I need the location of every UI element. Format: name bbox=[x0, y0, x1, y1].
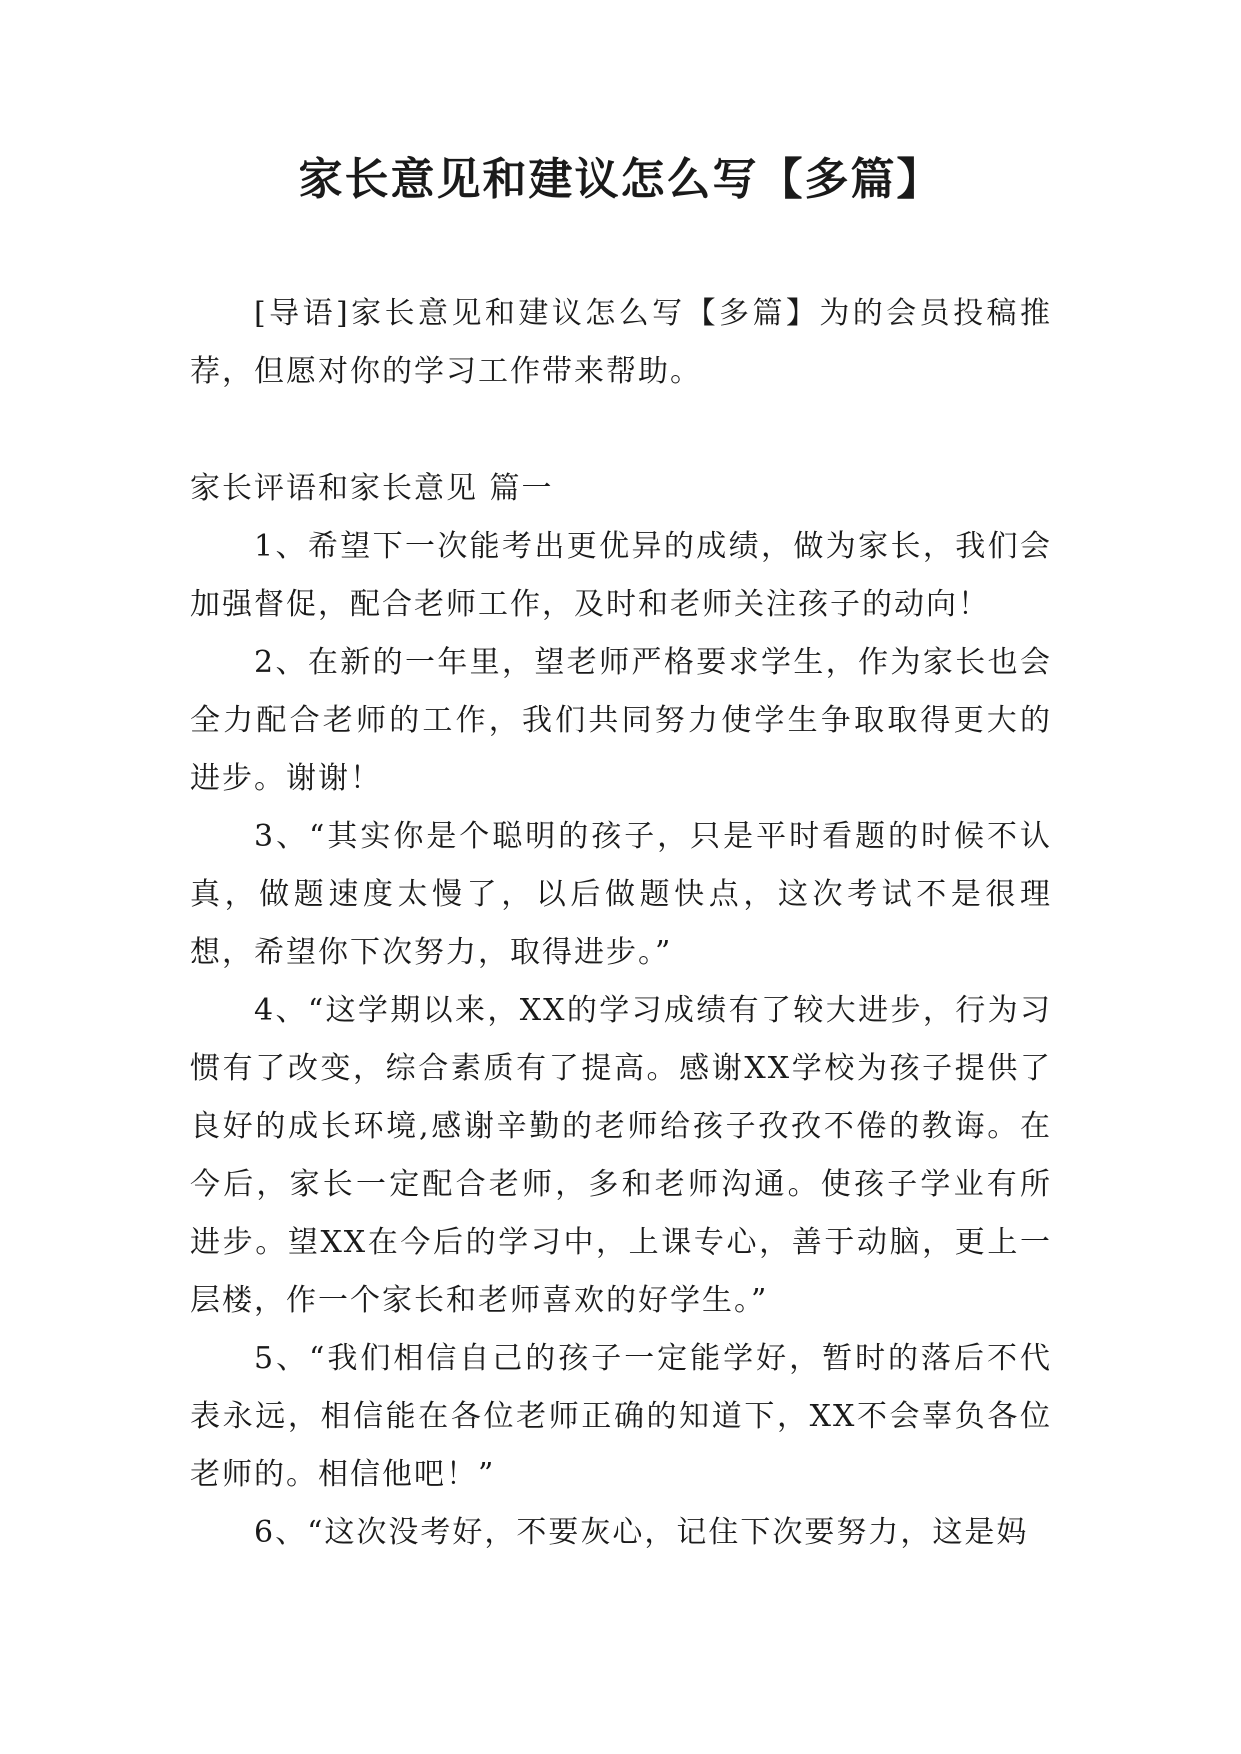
section-heading: 家长评语和家长意见 篇一 bbox=[190, 471, 554, 506]
list-item: 4、“这学期以来，XX的学习成绩有了较大进步，行为习惯有了改变，综合素质有了提高。感谢XX学校为孩子提供了良好的成长环境,感谢辛勤的老师给孩子孜孜不倦的教诲。在今后，家长一定配合老师，多和老师沟通。使孩子学业有所进步。望XX在今后的学习中，上课专心，善于动脑，更上一层楼，作一个家长和老师喜欢的好学生。” bbox=[190, 993, 1052, 1318]
intro-block bbox=[190, 285, 1052, 401]
list-item: 5、“我们相信自己的孩子一定能学好，暂时的落后不代表永远，相信能在各位老师正确的知道下，XX不会辜负各位老师的。相信他吧！” bbox=[190, 1341, 1052, 1492]
list-item: 3、“其实你是个聪明的孩子，只是平时看题的时候不认真，做题速度太慢了，以后做题快点，这次考试不是很理想，希望你下次努力，取得进步。” bbox=[190, 819, 1052, 970]
list-item: 2、在新的一年里，望老师严格要求学生，作为家长也会全力配合老师的工作，我们共同努力使学生争取取得更大的进步。谢谢！ bbox=[190, 645, 1052, 796]
document-title: 家长意见和建议怎么写【多篇】 bbox=[298, 154, 943, 205]
intro-paragraph: [导语]家长意见和建议怎么写【多篇】为的会员投稿推荐，但愿对你的学习工作带来帮助。 bbox=[190, 296, 1052, 389]
list-item: 6、“这次没考好，不要灰心，记住下次要努力，这是妈 bbox=[254, 1515, 1029, 1550]
list-item: 1、希望下一次能考出更优异的成绩，做为家长，我们会加强督促，配合老师工作，及时和老师关注孩子的动向！ bbox=[190, 529, 1052, 622]
content-block bbox=[190, 460, 1052, 1562]
